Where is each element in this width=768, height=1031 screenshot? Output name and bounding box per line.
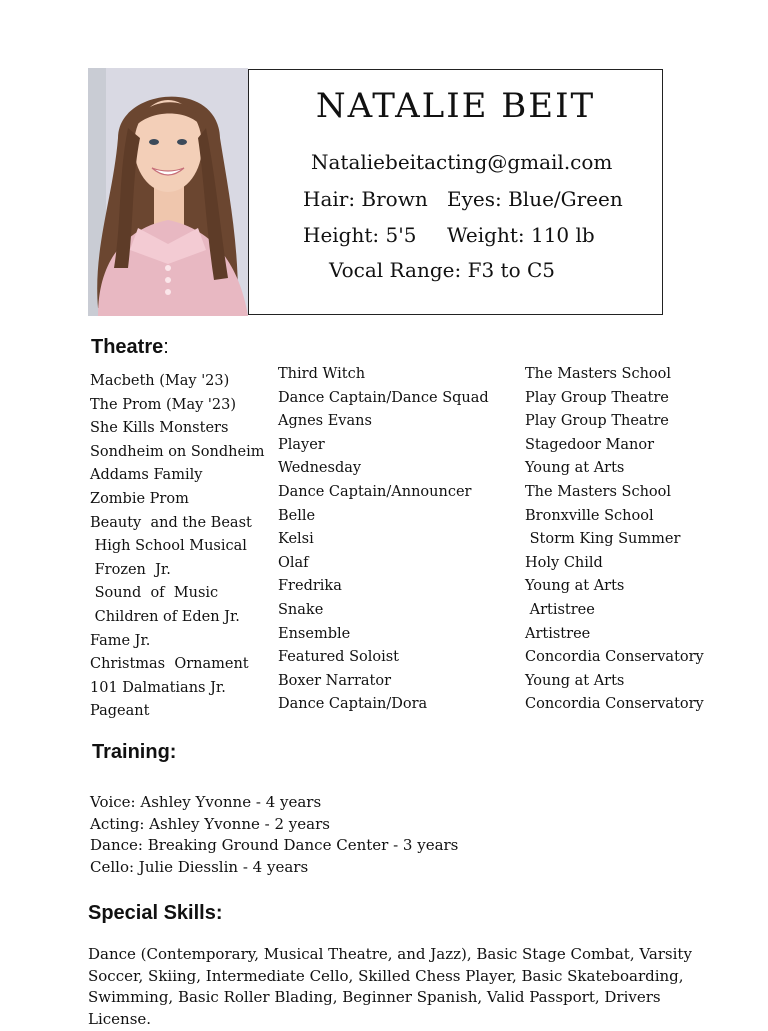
- theatre-role: Third Witch: [278, 366, 366, 382]
- theatre-shows-column: [90, 370, 264, 724]
- theatre-role: Wednesday: [278, 460, 362, 477]
- theatre-venue: Storm King Summer: [525, 531, 681, 548]
- theatre-venue: Bronxville School: [525, 507, 654, 524]
- training-item: Cello: Julie Diesslin - 4 years: [90, 858, 309, 877]
- theatre-venue: The Masters School: [525, 366, 672, 382]
- theatre-heading-label: Theatre: [91, 336, 164, 358]
- theatre-venue: Artistree: [525, 625, 591, 642]
- theatre-venue: Young at Arts: [525, 578, 625, 595]
- theatre-show: Zombie Prom: [90, 490, 189, 507]
- theatre-show: Addams Family: [90, 467, 203, 484]
- theatre-role: Dance Captain/Dance Squad: [278, 389, 489, 406]
- theatre-role: Fredrika: [278, 578, 342, 595]
- training-list: [90, 792, 458, 879]
- theatre-role: Dance Captain/Announcer: [278, 483, 472, 500]
- special-skills-heading: Special Skills:: [88, 902, 223, 924]
- theatre-show: High School Musical: [90, 538, 247, 555]
- theatre-venues-column: [525, 363, 704, 717]
- theatre-show: Pageant: [90, 703, 150, 720]
- theatre-show: Sound of Music: [90, 585, 219, 602]
- theatre-venue: Stagedoor Manor: [525, 436, 655, 453]
- theatre-venue: Young at Arts: [525, 460, 625, 477]
- theatre-role: Featured Soloist: [278, 649, 399, 666]
- headshot-photo: [88, 68, 248, 316]
- theatre-role: Boxer Narrator: [278, 672, 392, 689]
- theatre-role: Belle: [278, 507, 316, 524]
- hair-color: Hair: Brown: [303, 187, 428, 211]
- theatre-venue: Holy Child: [525, 554, 603, 571]
- theatre-venue: Play Group Theatre: [525, 389, 669, 406]
- theatre-role: Olaf: [278, 554, 309, 571]
- theatre-show: 101 Dalmatians Jr.: [90, 679, 226, 696]
- theatre-show: Christmas Ornament: [90, 656, 249, 673]
- weight: Weight: 110 lb: [447, 223, 595, 247]
- theatre-show: Sondheim on Sondheim: [90, 443, 265, 460]
- theatre-role: Kelsi: [278, 531, 314, 548]
- theatre-role: Agnes Evans: [278, 413, 372, 430]
- theatre-venue: Concordia Conservatory: [525, 649, 704, 666]
- training-item: Acting: Ashley Yvonne - 2 years: [90, 814, 330, 833]
- theatre-venue: The Masters School: [525, 483, 672, 500]
- training-heading: Training:: [92, 741, 177, 763]
- theatre-show: Fame Jr.: [90, 632, 151, 649]
- theatre-role: Player: [278, 436, 325, 453]
- theatre-show: Frozen Jr.: [90, 561, 171, 578]
- theatre-role: Snake: [278, 601, 324, 618]
- theatre-role: Dance Captain/Dora: [278, 696, 428, 713]
- eye-color: Eyes: Blue/Green: [447, 187, 623, 211]
- theatre-roles-column: [278, 363, 489, 717]
- theatre-heading: [91, 336, 169, 359]
- theatre-role: Ensemble: [278, 625, 351, 642]
- theatre-venue: Play Group Theatre: [525, 413, 669, 430]
- actor-name: NATALIE BEIT: [315, 86, 596, 126]
- contact-info-box: [248, 69, 663, 315]
- theatre-show: Beauty and the Beast: [90, 514, 252, 531]
- training-item: Voice: Ashley Yvonne - 4 years: [90, 793, 322, 811]
- theatre-venue: Young at Arts: [525, 672, 625, 689]
- theatre-show: Macbeth (May '23): [90, 373, 230, 389]
- theatre-show: Children of Eden Jr.: [90, 608, 240, 625]
- theatre-heading-colon: :: [163, 336, 169, 358]
- theatre-venue: Artistree: [525, 601, 595, 618]
- theatre-show: She Kills Monsters: [90, 420, 229, 437]
- theatre-show: The Prom (May '23): [90, 396, 237, 413]
- special-skills-text: Dance (Contemporary, Musical Theatre, and Jazz), Basic Stage Combat, Varsity Soccer, Skiing, Intermediate Cello, Skilled Chess Player, Basic Skateboarding, Swimming, Basic Roller Blading, Beginner Spanish, Valid Passport, Drivers License.: [88, 945, 692, 1029]
- theatre-venue: Concordia Conservatory: [525, 696, 704, 713]
- email-address[interactable]: Nataliebeitacting@gmail.com: [311, 150, 613, 174]
- training-item: Dance: Breaking Ground Dance Center - 3 years: [90, 836, 459, 855]
- height: Height: 5'5: [303, 223, 417, 247]
- vocal-range: Vocal Range: F3 to C5: [329, 258, 556, 282]
